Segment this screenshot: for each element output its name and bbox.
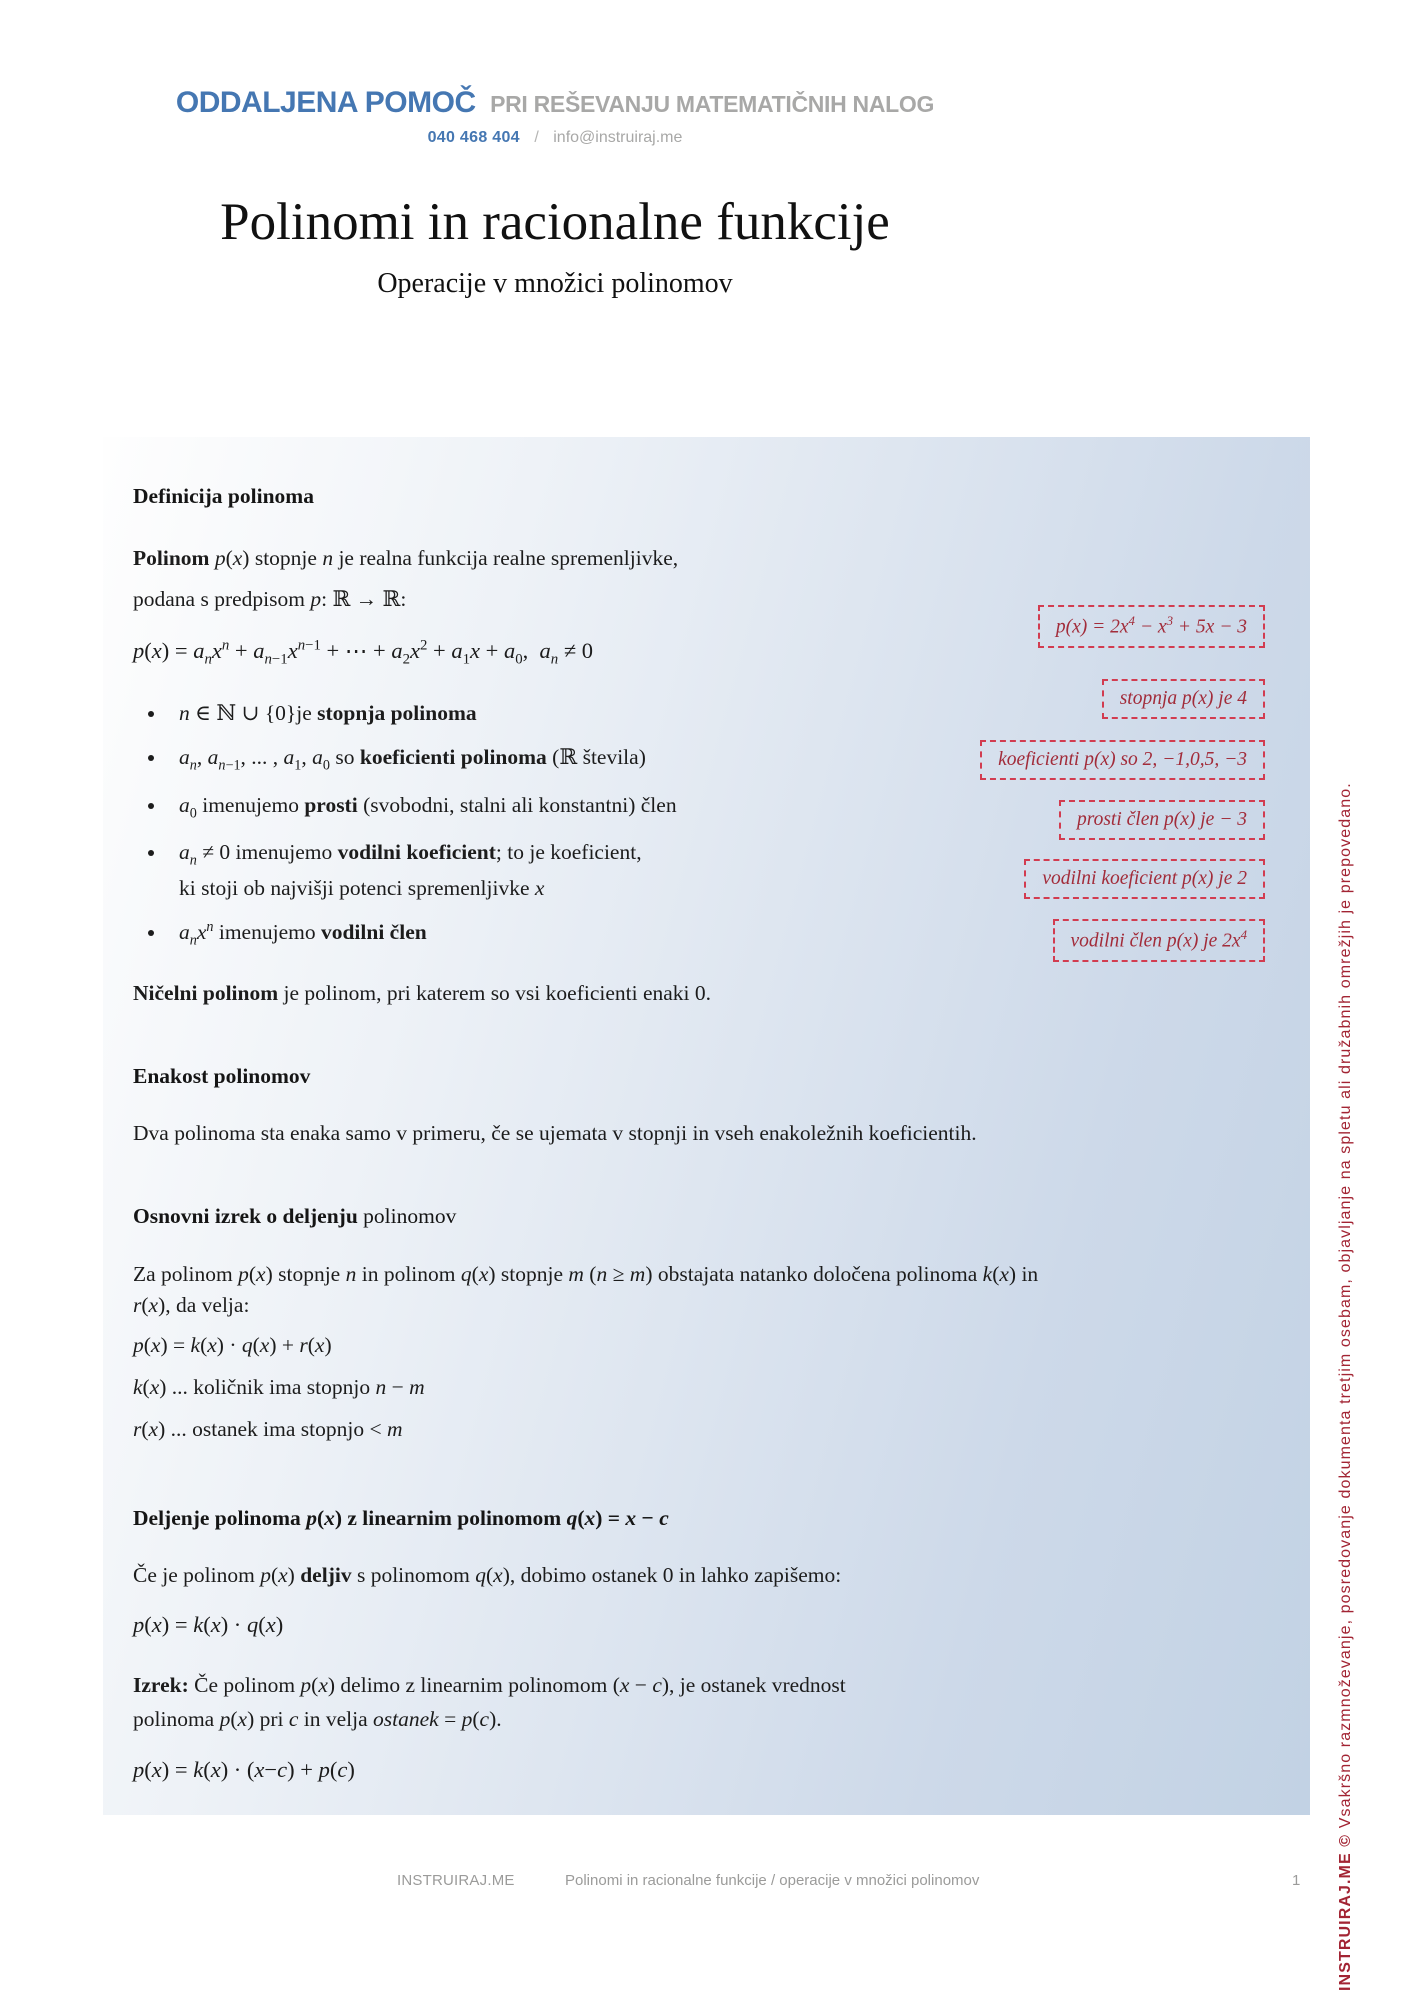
phone-number[interactable]: 040 468 404: [427, 129, 520, 146]
division-identity-formula: p(x) = k(x) · q(x) + r(x): [133, 1332, 332, 1357]
bullet-stopnja: • n ∈ ℕ ∪ {0}je stopnja polinoma: [167, 697, 1071, 729]
nicelni-polinom-note: Ničelni polinom je polinom, pri katerem so vsi koeficienti enaki 0.: [133, 980, 712, 1005]
example-polynomial-box: $p(x) = 2x^4 - x^3 + 5x - 3$: [1038, 605, 1265, 648]
page-footer: [0, 1872, 1413, 1896]
polynomial-general-formula: $p(x) = a_nx^n + a_{n-1}x^{n-1}$ + ⋯ + $a_2x^2 + a_1x + a_0$, $a_n \ne 0$: [133, 637, 594, 668]
enakost-body: Dva polinoma sta enaka samo v primeru, če se ujemata v stopnji in vseh enakoležnih koeficientih.: [133, 1121, 977, 1146]
leading-term-example-box: vodilni člen p(x) je $2x^4$: [1053, 919, 1265, 962]
section-heading-definicija: Definicija polinoma: [133, 484, 314, 508]
copyright-vertical-note: [1337, 782, 1355, 1991]
copyright-text: Vsakršno razmnoževanje, posredovanje dokumenta tretjim osebam, objavljanje na spletu ali družabnih omrežjih je prepovedano.: [1337, 782, 1354, 1834]
deljenje-intro: Če je polinom p(x) deljiv s polinomom q(x), dobimo ostanek 0 in lahko zapišemo:: [133, 1562, 842, 1587]
quotient-degree-line: k(x) ... količnik ima stopnjo n − m: [133, 1374, 425, 1399]
divisible-formula: p(x) = k(x) · q(x): [133, 1611, 284, 1637]
contact-line: [0, 129, 1110, 147]
copyright-brand: INSTRUIRAJ.ME ©: [1337, 1833, 1354, 1991]
definicija-bullet-list: [133, 697, 1071, 952]
section-heading-osnovni-izrek: [133, 1201, 1071, 1232]
footer-page-number: 1: [1292, 1872, 1301, 1889]
footer-brand: INSTRUIRAJ.ME: [397, 1872, 515, 1889]
section-heading-enakost: Enakost polinomov: [133, 1063, 311, 1088]
text-column: [133, 481, 1071, 1787]
heading-bold-part: Osnovni izrek o deljenju: [133, 1204, 358, 1229]
constant-term-example-box: prosti člen p(x) je − 3: [1059, 800, 1265, 840]
remainder-theorem-formula: p(x) = k(x) · (x−c) + p(c): [133, 1757, 355, 1783]
contact-separator: /: [534, 129, 539, 146]
brand-logo-text: ODDALJENA POMOČ: [175, 86, 476, 119]
bullet-prosti-clen: • $a_0$ imenujemo prosti (svobodni, stalni ali konstantni) člen: [167, 789, 1071, 825]
remainder-degree-line: r(x) ... ostanek ima stopnjo < m: [133, 1416, 403, 1441]
heading-normal-part: polinomov: [357, 1204, 457, 1229]
osnovni-izrek-formulas: [133, 1325, 1071, 1451]
bullet-vodilni-clen: • $a_nx^n$ imenujemo vodilni člen: [167, 916, 1071, 952]
brand-tagline: PRI REŠEVANJU MATEMATIČNIH NALOG: [490, 91, 935, 117]
bullet-vodilni-koeficient: • $a_n \ne 0$ imenujemo vodilni koeficient; to je koeficient, ki stoji ob najvišji potenci spremenljivke x: [167, 836, 1071, 904]
degree-example-box: stopnja p(x) je 4: [1102, 679, 1265, 719]
email-link[interactable]: info@instruiraj.me: [553, 129, 683, 146]
izrek-paragraph: Izrek: Če polinom p(x) delimo z linearnim polinomom (x − c), je ostanek vrednost polinoma p(x) pri c in velja ostanek = p(c).: [133, 1672, 846, 1731]
page-title: Polinomi in racionalne funkcije: [220, 193, 890, 251]
definicija-intro: Polinom p(x) stopnje n je realna funkcija realne spremenljivke, podana s predpisom p: ℝ → ℝ:: [133, 546, 679, 611]
brand-line: [0, 86, 1110, 120]
osnovni-izrek-body: Za polinom p(x) stopnje n in polinom q(x) stopnje m (n ≥ m) obstajata natanko določena polinoma k(x) in r(x), da velja:: [133, 1261, 1039, 1317]
page-subtitle: Operacije v množici polinomov: [377, 268, 733, 299]
masthead: [0, 86, 1110, 147]
coefficients-example-box: koeficienti p(x) so 2, −1,0,5, −3: [980, 740, 1265, 780]
content-panel: [103, 437, 1310, 1815]
leading-coefficient-example-box: vodilni koeficient p(x) je 2: [1024, 859, 1265, 899]
bullet-koeficienti: • $a_n$, $a_{n-1}$, ... , $a_1$, $a_0$ so koeficienti polinoma (ℝ števila): [167, 741, 1071, 777]
section-heading-deljenje: Deljenje polinoma p(x) z linearnim polinomom q(x) = x − c: [133, 1505, 669, 1530]
footer-document-title: Polinomi in racionalne funkcije / operacije v množici polinomov: [565, 1872, 980, 1889]
